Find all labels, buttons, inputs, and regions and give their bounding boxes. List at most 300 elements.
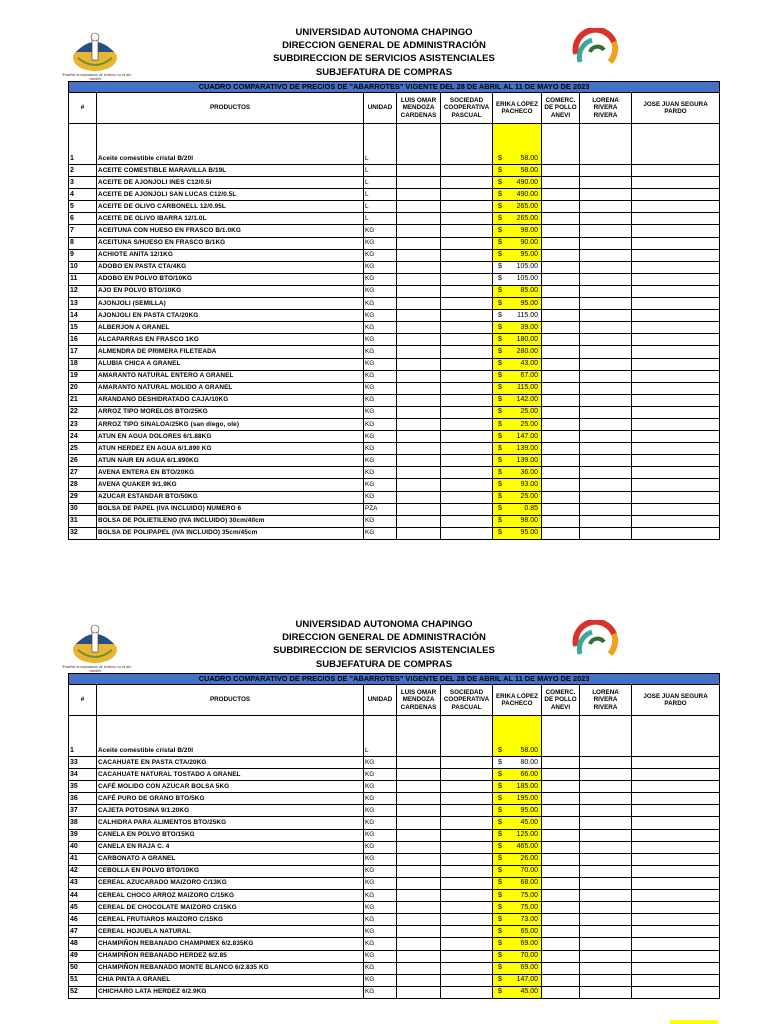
product-name: Aceite comestible cristal B/20l <box>97 124 364 165</box>
price-cell-luis-omar <box>397 841 441 853</box>
currency-symbol: $ <box>498 287 502 295</box>
price-value: 58.00 <box>520 747 538 754</box>
currency-symbol: $ <box>498 770 502 778</box>
price-cell-sociedad <box>441 877 493 889</box>
price-cell-jose-juan <box>632 285 720 297</box>
product-name: CANELA EN RAJA C. 4 <box>97 841 364 853</box>
currency-symbol: $ <box>498 202 502 210</box>
product-name: ADOBO EN PASTA CTA/4KG <box>97 261 364 273</box>
currency-symbol: $ <box>498 323 502 331</box>
price-cell-lorena <box>580 757 632 769</box>
unit: KG <box>364 310 397 322</box>
table-row <box>69 406 720 418</box>
price-cell-luis-omar <box>397 261 441 273</box>
price-cell-lorena <box>580 527 632 539</box>
row-number: 44 <box>69 890 97 902</box>
price-cell-anevi <box>542 310 580 322</box>
price-cell-jose-juan <box>632 370 720 382</box>
price-cell-anevi <box>542 322 580 334</box>
currency-symbol: $ <box>498 214 502 222</box>
product-name: AJONJOLI EN PASTA CTA/20KG <box>97 310 364 322</box>
price-cell-erika <box>493 443 542 455</box>
price-cell-luis-omar <box>397 249 441 261</box>
product-name: CAFÉ PURO DE GRANO BTO/5KG <box>97 793 364 805</box>
product-name: BOLSA DE POLIPAPEL (IVA INCLUIDO) 35cm/45cm <box>97 527 364 539</box>
price-cell-jose-juan <box>632 479 720 491</box>
row-number: 42 <box>69 865 97 877</box>
price-cell-lorena <box>580 902 632 914</box>
price-cell-lorena <box>580 382 632 394</box>
row-number: 43 <box>69 877 97 889</box>
unit: KG <box>364 926 397 938</box>
price-cell-anevi <box>542 781 580 793</box>
price-cell-sociedad <box>441 124 493 165</box>
table-row <box>69 914 720 926</box>
unit: KG <box>364 805 397 817</box>
price-cell-erika <box>493 938 542 950</box>
product-name: ATUN NAIR EN AGUA 6/1.890KG <box>97 455 364 467</box>
row-number: 41 <box>69 853 97 865</box>
price-cell-luis-omar <box>397 527 441 539</box>
table-row <box>69 527 720 539</box>
price-cell-anevi <box>542 974 580 986</box>
price-cell-jose-juan <box>632 527 720 539</box>
unit: KG <box>364 249 397 261</box>
price-cell-jose-juan <box>632 938 720 950</box>
table-row <box>69 322 720 334</box>
price-cell-luis-omar <box>397 926 441 938</box>
price-cell-sociedad <box>441 890 493 902</box>
column-header: SOCIEDAD COOPERATIVA PASCUAL <box>441 93 493 124</box>
price-value: 39.00 <box>520 323 538 331</box>
price-value: 68.00 <box>520 879 538 887</box>
product-name: CACAHUATE NATURAL TOSTADO A GRANEL <box>97 769 364 781</box>
price-cell-anevi <box>542 431 580 443</box>
price-cell-jose-juan <box>632 757 720 769</box>
price-cell-anevi <box>542 298 580 310</box>
row-number: 46 <box>69 914 97 926</box>
row-number: 6 <box>69 213 97 225</box>
price-cell-luis-omar <box>397 515 441 527</box>
row-number: 32 <box>69 527 97 539</box>
price-value: 280.00 <box>516 347 538 355</box>
price-cell-sociedad <box>441 716 493 757</box>
price-cell-luis-omar <box>397 974 441 986</box>
price-cell-sociedad <box>441 213 493 225</box>
product-name: CEREAL CHOCO ARROZ MAIZORO C/15KG <box>97 890 364 902</box>
product-name: ACEITUNA CON HUESO EN FRASCO B/1.0KG <box>97 225 364 237</box>
price-cell-jose-juan <box>632 974 720 986</box>
price-cell-jose-juan <box>632 382 720 394</box>
row-number: 39 <box>69 829 97 841</box>
price-cell-sociedad <box>441 455 493 467</box>
price-value: 95.00 <box>520 806 538 814</box>
price-cell-anevi <box>542 370 580 382</box>
unit: KG <box>364 418 397 430</box>
price-value: 142.00 <box>516 396 538 404</box>
price-cell-erika <box>493 382 542 394</box>
product-name: ACEITE COMESTIBLE MARAVILLA B/19L <box>97 165 364 177</box>
price-cell-lorena <box>580 986 632 998</box>
price-cell-erika <box>493 285 542 297</box>
product-name: CEREAL FRUTIAROS MAIZORO C/15KG <box>97 914 364 926</box>
price-cell-lorena <box>580 817 632 829</box>
currency-symbol: $ <box>498 891 502 899</box>
table-row <box>69 950 720 962</box>
price-cell-jose-juan <box>632 249 720 261</box>
price-cell-anevi <box>542 479 580 491</box>
price-cell-sociedad <box>441 841 493 853</box>
price-cell-anevi <box>542 334 580 346</box>
price-cell-sociedad <box>441 491 493 503</box>
currency-symbol: $ <box>498 347 502 355</box>
price-cell-anevi <box>542 124 580 165</box>
logo-caption: "Enseñar la explotación de la tierra, no la del hombre" <box>61 73 131 81</box>
price-cell-jose-juan <box>632 817 720 829</box>
currency-symbol: $ <box>498 299 502 307</box>
price-cell-sociedad <box>441 165 493 177</box>
highlight-strip <box>670 1020 718 1024</box>
price-cell-anevi <box>542 527 580 539</box>
price-cell-anevi <box>542 443 580 455</box>
unit: KG <box>364 974 397 986</box>
price-cell-jose-juan <box>632 418 720 430</box>
table-row <box>69 201 720 213</box>
row-number: 31 <box>69 515 97 527</box>
currency-symbol: $ <box>498 468 502 476</box>
table-row <box>69 213 720 225</box>
price-value: 25.00 <box>520 408 538 416</box>
unit: L <box>364 201 397 213</box>
currency-symbol: $ <box>498 915 502 923</box>
table-row <box>69 769 720 781</box>
logo-caption: "Enseñar la explotación de la tierra, no la del hombre" <box>61 665 131 673</box>
price-cell-lorena <box>580 394 632 406</box>
price-cell-sociedad <box>441 285 493 297</box>
price-cell-lorena <box>580 503 632 515</box>
row-number: 17 <box>69 346 97 358</box>
price-cell-jose-juan <box>632 165 720 177</box>
price-cell-luis-omar <box>397 201 441 213</box>
column-header: LORENA RIVERA RIVERA <box>580 93 632 124</box>
price-cell-erika <box>493 467 542 479</box>
table-row <box>69 793 720 805</box>
table-row <box>69 805 720 817</box>
price-cell-luis-omar <box>397 805 441 817</box>
price-cell-anevi <box>542 249 580 261</box>
column-header: PRODUCTOS <box>97 685 364 716</box>
price-cell-anevi <box>542 841 580 853</box>
price-cell-lorena <box>580 358 632 370</box>
unit: L <box>364 124 397 165</box>
price-cell-erika <box>493 914 542 926</box>
price-value: 75.00 <box>520 891 538 899</box>
price-cell-luis-omar <box>397 962 441 974</box>
price-cell-erika <box>493 515 542 527</box>
price-cell-erika <box>493 902 542 914</box>
price-cell-jose-juan <box>632 950 720 962</box>
currency-symbol: $ <box>498 396 502 404</box>
table-row <box>69 249 720 261</box>
price-cell-sociedad <box>441 902 493 914</box>
product-name: CEBOLLA EN POLVO BTO/10KG <box>97 865 364 877</box>
product-name: CHIA PINTA A GRANEL <box>97 974 364 986</box>
price-table <box>68 673 720 999</box>
unit: KG <box>364 890 397 902</box>
product-name: AMARANTO NATURAL MOLIDO A GRANEL <box>97 382 364 394</box>
price-cell-jose-juan <box>632 853 720 865</box>
price-cell-lorena <box>580 346 632 358</box>
product-name: ACEITE DE OLIVO CARBONELL 12/0.95L <box>97 201 364 213</box>
price-cell-luis-omar <box>397 370 441 382</box>
price-cell-erika <box>493 805 542 817</box>
product-name: CEREAL HOJUELA NATURAL <box>97 926 364 938</box>
unit: KG <box>364 237 397 249</box>
price-cell-luis-omar <box>397 298 441 310</box>
price-cell-jose-juan <box>632 310 720 322</box>
unit: KG <box>364 962 397 974</box>
currency-symbol: $ <box>498 155 502 162</box>
price-cell-sociedad <box>441 346 493 358</box>
table-row <box>69 358 720 370</box>
unit: KG <box>364 298 397 310</box>
price-cell-luis-omar <box>397 467 441 479</box>
column-header: # <box>69 685 97 716</box>
price-cell-lorena <box>580 769 632 781</box>
currency-symbol: $ <box>498 964 502 972</box>
price-cell-erika <box>493 124 542 165</box>
price-cell-luis-omar <box>397 890 441 902</box>
price-cell-luis-omar <box>397 382 441 394</box>
price-cell-lorena <box>580 491 632 503</box>
price-cell-sociedad <box>441 926 493 938</box>
price-cell-jose-juan <box>632 877 720 889</box>
price-cell-erika <box>493 346 542 358</box>
price-cell-anevi <box>542 418 580 430</box>
product-name: ATUN HERDEZ EN AGUA 6/1.890 KG <box>97 443 364 455</box>
unit: L <box>364 716 397 757</box>
price-value: 70.00 <box>520 952 538 960</box>
price-cell-erika <box>493 527 542 539</box>
unit: KG <box>364 914 397 926</box>
product-name: AVENA ENTERA EN BTO/20KG <box>97 467 364 479</box>
unit: KG <box>364 781 397 793</box>
price-cell-luis-omar <box>397 716 441 757</box>
table-title-row <box>69 82 720 93</box>
price-value: 90.00 <box>520 239 538 247</box>
header-line-3: SUBDIRECCION DE SERVICIOS ASISTENCIALES <box>273 645 495 657</box>
currency-symbol: $ <box>498 335 502 343</box>
table-row <box>69 431 720 443</box>
column-header: LORENA RIVERA RIVERA <box>580 685 632 716</box>
product-name: AZUCAR ESTANDAR BTO/50KG <box>97 491 364 503</box>
price-cell-erika <box>493 781 542 793</box>
price-value: 0.85 <box>524 505 538 513</box>
price-cell-anevi <box>542 902 580 914</box>
currency-symbol: $ <box>498 952 502 960</box>
price-cell-erika <box>493 491 542 503</box>
price-cell-lorena <box>580 950 632 962</box>
price-cell-lorena <box>580 890 632 902</box>
price-cell-luis-omar <box>397 950 441 962</box>
table-row <box>69 877 720 889</box>
price-cell-luis-omar <box>397 406 441 418</box>
price-cell-luis-omar <box>397 213 441 225</box>
table-row <box>69 455 720 467</box>
table-row <box>69 902 720 914</box>
price-cell-luis-omar <box>397 757 441 769</box>
price-value: 80.00 <box>520 758 538 766</box>
row-number: 15 <box>69 322 97 334</box>
table-row <box>69 165 720 177</box>
row-number: 48 <box>69 938 97 950</box>
table-row <box>69 261 720 273</box>
table-row <box>69 503 720 515</box>
price-cell-lorena <box>580 213 632 225</box>
price-cell-lorena <box>580 455 632 467</box>
price-cell-luis-omar <box>397 914 441 926</box>
price-cell-sociedad <box>441 418 493 430</box>
header-line-1: UNIVERSIDAD AUTONOMA CHAPINGO <box>295 27 473 38</box>
price-cell-anevi <box>542 358 580 370</box>
price-cell-sociedad <box>441 189 493 201</box>
price-cell-luis-omar <box>397 853 441 865</box>
price-cell-luis-omar <box>397 902 441 914</box>
price-value: 105.00 <box>516 275 538 283</box>
price-cell-jose-juan <box>632 431 720 443</box>
price-cell-jose-juan <box>632 503 720 515</box>
price-cell-luis-omar <box>397 310 441 322</box>
price-cell-lorena <box>580 829 632 841</box>
table-row <box>69 479 720 491</box>
price-cell-jose-juan <box>632 515 720 527</box>
unit: KG <box>364 817 397 829</box>
column-header: LUIS OMAR MENDOZA CARDENAS <box>397 685 441 716</box>
price-cell-anevi <box>542 757 580 769</box>
price-cell-erika <box>493 213 542 225</box>
price-cell-anevi <box>542 515 580 527</box>
price-cell-lorena <box>580 853 632 865</box>
price-cell-anevi <box>542 491 580 503</box>
price-value: 45.00 <box>520 819 538 827</box>
price-cell-jose-juan <box>632 769 720 781</box>
unit: KG <box>364 285 397 297</box>
product-name: ACEITE DE AJONJOLI INES C12/0.5l <box>97 177 364 189</box>
price-cell-erika <box>493 793 542 805</box>
column-header: ERIKA LOPEZ PACHECO <box>493 685 542 716</box>
currency-symbol: $ <box>498 251 502 259</box>
price-cell-anevi <box>542 829 580 841</box>
row-number: 13 <box>69 298 97 310</box>
table-row <box>69 716 720 757</box>
price-cell-jose-juan <box>632 406 720 418</box>
price-value: 490.00 <box>516 178 538 186</box>
currency-symbol: $ <box>498 263 502 271</box>
price-cell-erika <box>493 841 542 853</box>
price-cell-lorena <box>580 781 632 793</box>
price-cell-jose-juan <box>632 781 720 793</box>
table-row <box>69 986 720 998</box>
product-name: ALCAPARRAS EN FRASCO 1KG <box>97 334 364 346</box>
row-number: 30 <box>69 503 97 515</box>
price-cell-jose-juan <box>632 334 720 346</box>
price-cell-erika <box>493 962 542 974</box>
row-number: 26 <box>69 455 97 467</box>
table-title: CUADRO COMPARATIVO DE PRECIOS DE "ABARROTES" VIGENTE DEL 28 DE ABRIL AL 11 DE MAYO DE 2023 <box>69 82 720 93</box>
table-row <box>69 865 720 877</box>
row-number: 16 <box>69 334 97 346</box>
product-name: CHAMPIÑON REBANADO CHAMPIMEX 6/2.835KG <box>97 938 364 950</box>
unit: KG <box>364 491 397 503</box>
product-name: ACEITE DE AJONJOLI SAN LUCAS C12/0.5L <box>97 189 364 201</box>
price-cell-sociedad <box>441 829 493 841</box>
price-cell-anevi <box>542 890 580 902</box>
price-cell-erika <box>493 769 542 781</box>
price-cell-jose-juan <box>632 298 720 310</box>
column-header: UNIDAD <box>364 93 397 124</box>
price-cell-anevi <box>542 213 580 225</box>
product-name: AJONJOLI (SEMILLA) <box>97 298 364 310</box>
table-row <box>69 285 720 297</box>
price-cell-luis-omar <box>397 418 441 430</box>
price-cell-anevi <box>542 769 580 781</box>
document-header <box>0 26 768 79</box>
price-cell-anevi <box>542 177 580 189</box>
product-name: ADOBO EN POLVO BTO/10KG <box>97 273 364 285</box>
price-cell-lorena <box>580 515 632 527</box>
currency-symbol: $ <box>498 166 502 174</box>
price-cell-erika <box>493 165 542 177</box>
price-value: 69.00 <box>520 939 538 947</box>
price-cell-jose-juan <box>632 189 720 201</box>
row-number: 1 <box>69 716 97 757</box>
price-cell-jose-juan <box>632 273 720 285</box>
product-name: AJO EN POLVO BTO/10KG <box>97 285 364 297</box>
price-value: 139.00 <box>516 456 538 464</box>
currency-symbol: $ <box>498 843 502 851</box>
row-number: 45 <box>69 902 97 914</box>
product-name: ARROZ TIPO SINALOA/25KG (san diego, ole) <box>97 418 364 430</box>
price-cell-lorena <box>580 479 632 491</box>
price-cell-sociedad <box>441 467 493 479</box>
price-cell-jose-juan <box>632 177 720 189</box>
price-cell-lorena <box>580 974 632 986</box>
table-row <box>69 237 720 249</box>
product-name: CHICHARO LATA HERDEZ 6/2.9KG <box>97 986 364 998</box>
unit: KG <box>364 829 397 841</box>
price-cell-jose-juan <box>632 443 720 455</box>
price-cell-luis-omar <box>397 781 441 793</box>
price-cell-lorena <box>580 237 632 249</box>
table-row <box>69 273 720 285</box>
table-row <box>69 124 720 165</box>
unit: KG <box>364 406 397 418</box>
row-number: 9 <box>69 249 97 261</box>
row-number: 5 <box>69 201 97 213</box>
price-cell-erika <box>493 950 542 962</box>
price-cell-jose-juan <box>632 394 720 406</box>
price-cell-lorena <box>580 334 632 346</box>
unit: L <box>364 177 397 189</box>
unit: L <box>364 189 397 201</box>
currency-symbol: $ <box>498 517 502 525</box>
price-cell-erika <box>493 225 542 237</box>
price-cell-luis-omar <box>397 479 441 491</box>
price-value: 115.00 <box>517 311 538 319</box>
table-row <box>69 829 720 841</box>
row-number: 19 <box>69 370 97 382</box>
price-value: 139.00 <box>516 444 538 452</box>
